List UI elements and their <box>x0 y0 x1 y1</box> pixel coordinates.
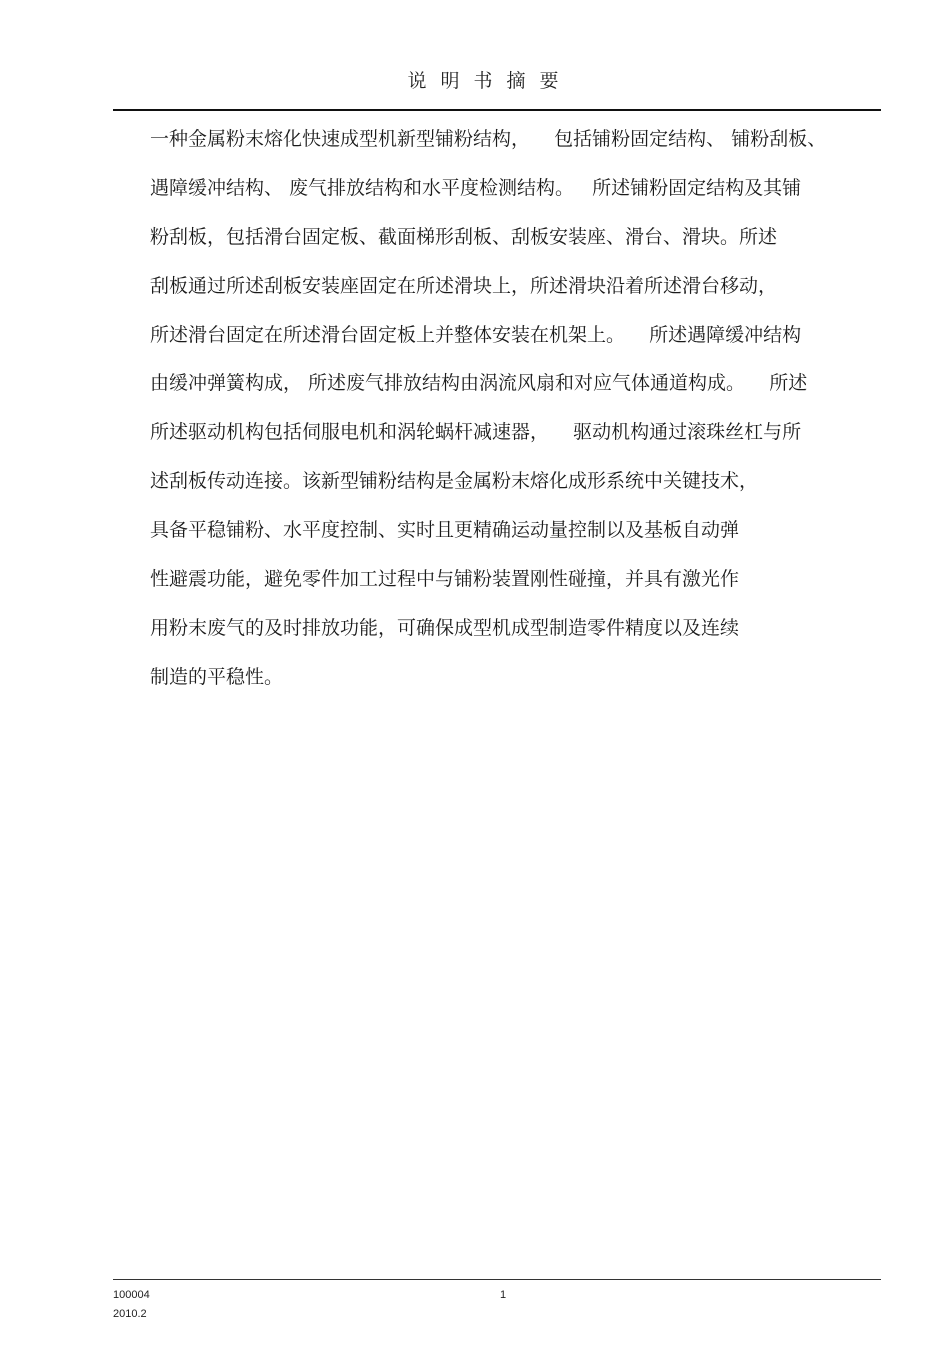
abstract-line: 遇障缓冲结构、 废气排放结构和水平度检测结构。 所述铺粉固定结构及其铺 <box>150 176 802 199</box>
abstract-line: 所述驱动机构包括伺服电机和涡轮蜗杆减速器， 驱动机构通过滚珠丝杠与所 <box>150 421 802 444</box>
abstract-line: 粉刮板，包括滑台固定板、截面梯形刮板、刮板安装座、滑台、滑块。所述 <box>150 225 778 248</box>
abstract-line: 用粉末废气的及时排放功能，可确保成型机成型制造零件精度以及连续 <box>150 616 740 639</box>
abstract-line: 具备平稳铺粉、水平度控制、实时且更精确运动量控制以及基板自动弹 <box>150 519 740 542</box>
footer-divider <box>113 1279 881 1280</box>
page-number: 1 <box>500 1289 507 1301</box>
footer-form-code: 100004 <box>113 1289 150 1301</box>
abstract-line: 一种金属粉末熔化快速成型机新型铺粉结构， 包括铺粉固定结构、 铺粉刮板、 <box>150 128 827 150</box>
abstract-line: 制造的平稳性。 <box>150 665 284 688</box>
abstract-line: 刮板通过所述刮板安装座固定在所述滑块上，所述滑块沿着所述滑台移动， <box>150 274 778 297</box>
abstract-line: 由缓冲弹簧构成， 所述废气排放结构由涡流风扇和对应气体通道构成。 所述 <box>150 372 808 395</box>
abstract-line: 述刮板传动连接。该新型铺粉结构是金属粉末熔化成形系统中关键技术， <box>150 470 759 493</box>
footer-form-version: 2010.2 <box>113 1308 147 1320</box>
page-title: 说明书摘要 <box>407 70 573 92</box>
abstract-line: 所述滑台固定在所述滑台固定板上并整体安装在机架上。 所述遇障缓冲结构 <box>150 323 802 346</box>
title-divider <box>113 109 881 111</box>
abstract-body <box>150 122 885 709</box>
abstract-line: 性避震功能，避免零件加工过程中与铺粉装置刚性碰撞，并具有激光作 <box>150 568 740 591</box>
